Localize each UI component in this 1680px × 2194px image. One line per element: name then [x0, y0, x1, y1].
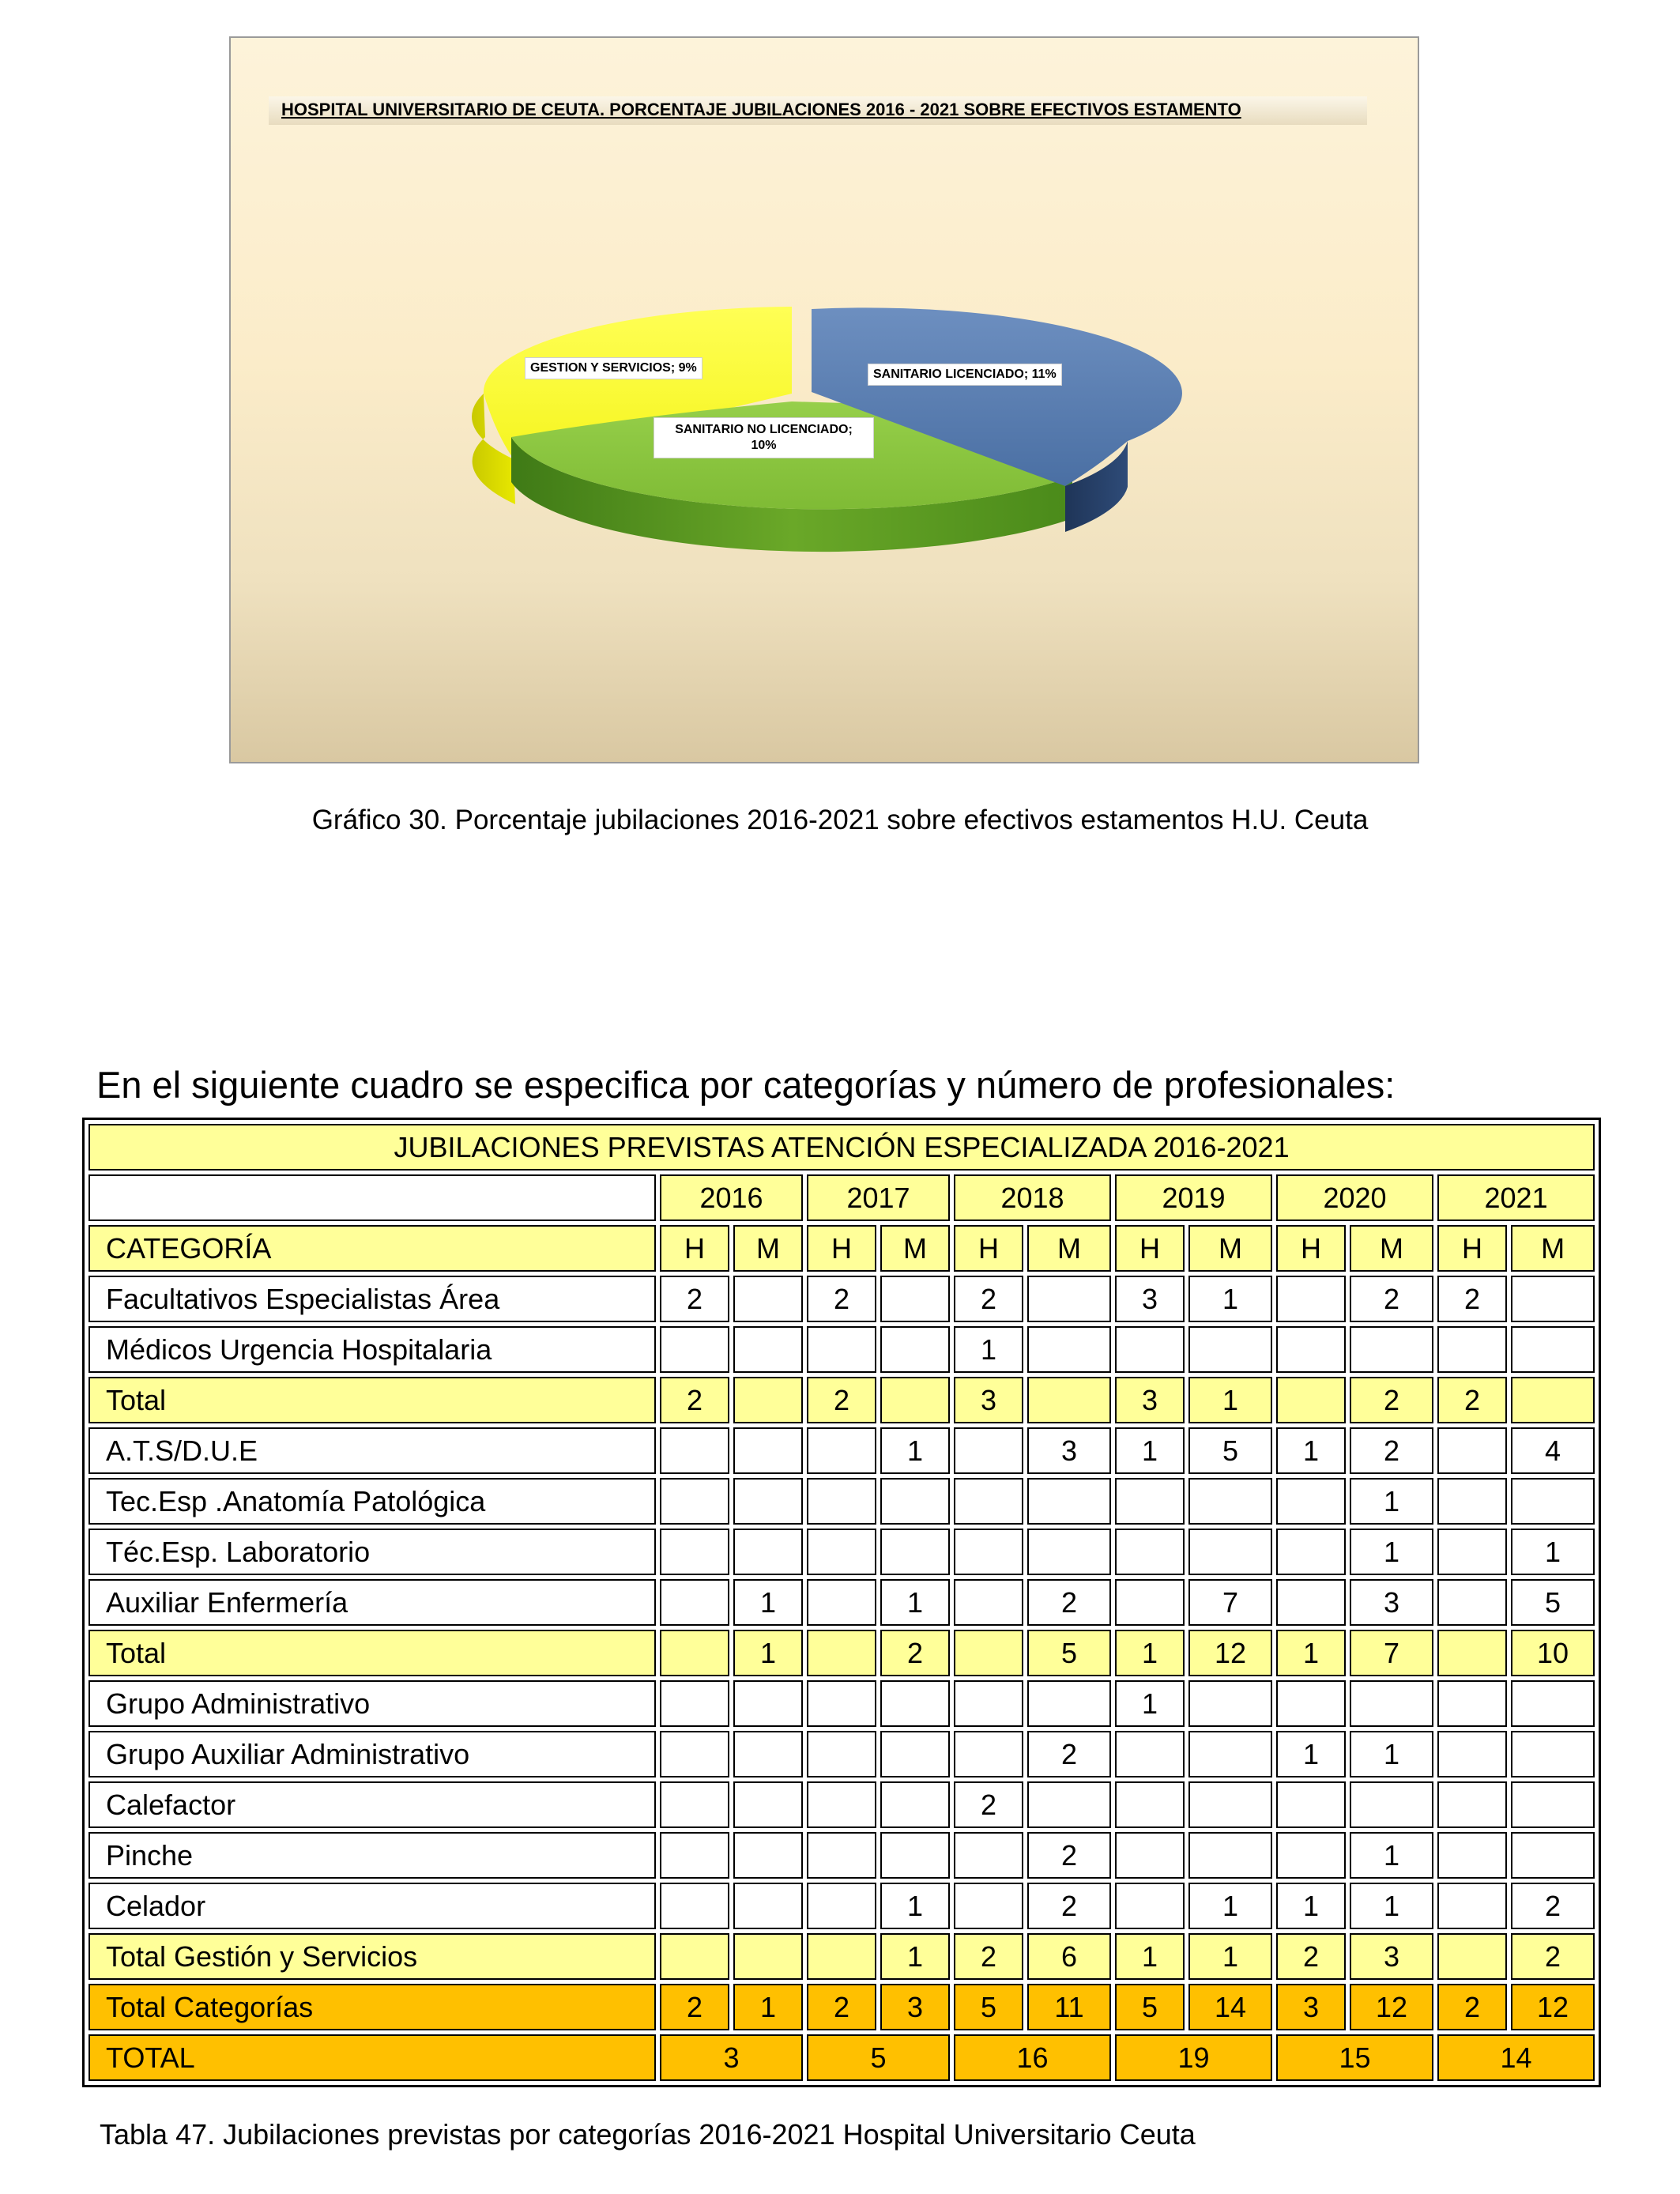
empty-header-cell	[89, 1174, 656, 1221]
table-cell	[733, 1781, 803, 1828]
table-cell	[880, 1478, 950, 1525]
sex-header-m: M	[1188, 1225, 1272, 1272]
table-cell: 1	[1115, 1427, 1185, 1474]
table-cell	[1027, 1680, 1111, 1727]
table-cell	[954, 1579, 1023, 1626]
table-cell	[1437, 1427, 1507, 1474]
table-cell: 2	[807, 1276, 876, 1322]
table-cell: 3	[1027, 1427, 1111, 1474]
table-cell	[807, 1933, 876, 1980]
table-cell	[1437, 1579, 1507, 1626]
table-cell: 10	[1511, 1630, 1595, 1676]
table-cell	[1115, 1478, 1185, 1525]
table-cell	[1188, 1478, 1272, 1525]
table-cell	[954, 1680, 1023, 1727]
table-cell: 2	[660, 1276, 729, 1322]
year-header: 2018	[954, 1174, 1111, 1221]
sex-header-m: M	[1511, 1225, 1595, 1272]
table-cell	[954, 1478, 1023, 1525]
row-category-label: Pinche	[89, 1832, 656, 1879]
table-cell	[807, 1781, 876, 1828]
table-cell: 12	[1350, 1984, 1433, 2030]
table-cell	[807, 1883, 876, 1929]
table-cell	[660, 1630, 729, 1676]
table-cell: 5	[1511, 1579, 1595, 1626]
table-cell	[1027, 1529, 1111, 1575]
sex-header-h: H	[660, 1225, 729, 1272]
table-cell	[807, 1832, 876, 1879]
table-cell	[733, 1377, 803, 1423]
table-cell	[1115, 1731, 1185, 1777]
row-category-label: Total	[89, 1377, 656, 1423]
table-cell: 1	[880, 1933, 950, 1980]
table-cell: 1	[733, 1630, 803, 1676]
table-cell	[1027, 1478, 1111, 1525]
grand-total-value: 3	[660, 2034, 803, 2081]
table-cell: 2	[1350, 1276, 1433, 1322]
table-cell	[954, 1427, 1023, 1474]
table-cell	[807, 1427, 876, 1474]
grand-total-value: 5	[807, 2034, 950, 2081]
table-cell: 2	[954, 1781, 1023, 1828]
table-cell	[1276, 1377, 1346, 1423]
chart-title: HOSPITAL UNIVERSITARIO DE CEUTA. PORCENTAJE JUBILACIONES 2016 - 2021 SOBRE EFECTIVOS ESTAMENTO	[269, 96, 1367, 125]
table-caption: Tabla 47. Jubilaciones previstas por categorías 2016-2021 Hospital Universitario Ceuta	[100, 2118, 1196, 2151]
table-cell	[1511, 1832, 1595, 1879]
row-category-label: Total	[89, 1630, 656, 1676]
table-cell	[660, 1478, 729, 1525]
table-cell: 2	[660, 1984, 729, 2030]
table-cell	[880, 1731, 950, 1777]
table-cell	[954, 1630, 1023, 1676]
table-cell	[1115, 1529, 1185, 1575]
table-cell	[1350, 1680, 1433, 1727]
table-cell: 1	[733, 1579, 803, 1626]
table-cell: 2	[807, 1984, 876, 2030]
table-cell	[1437, 1832, 1507, 1879]
table-total-row	[89, 1630, 1595, 1676]
table-row	[89, 1326, 1595, 1373]
table-cell	[733, 1326, 803, 1373]
table-cell: 1	[1115, 1630, 1185, 1676]
table-cell: 1	[1188, 1933, 1272, 1980]
table-cell: 12	[1188, 1630, 1272, 1676]
table-cell: 2	[1437, 1276, 1507, 1322]
table-cell	[733, 1883, 803, 1929]
table-cell	[1511, 1781, 1595, 1828]
table-cell: 5	[954, 1984, 1023, 2030]
table-cell	[1437, 1883, 1507, 1929]
table-cell: 2	[954, 1933, 1023, 1980]
table-cell: 5	[1027, 1630, 1111, 1676]
table-cell	[660, 1933, 729, 1980]
table-cell: 1	[1276, 1883, 1346, 1929]
table-cell: 2	[1511, 1883, 1595, 1929]
row-category-label: Téc.Esp. Laboratorio	[89, 1529, 656, 1575]
table-cell	[954, 1529, 1023, 1575]
table-cell	[1437, 1630, 1507, 1676]
table-cell: 1	[880, 1579, 950, 1626]
table-cell	[1115, 1883, 1185, 1929]
table-cell: 2	[1350, 1427, 1433, 1474]
table-cell: 6	[1027, 1933, 1111, 1980]
table-cell	[1350, 1781, 1433, 1828]
table-cell	[733, 1933, 803, 1980]
year-header-row	[89, 1174, 1595, 1221]
year-header: 2017	[807, 1174, 950, 1221]
grand-total-value: 14	[1437, 2034, 1595, 2081]
table-cell: 3	[954, 1377, 1023, 1423]
table-cell: 3	[1115, 1377, 1185, 1423]
table-cell: 1	[1350, 1731, 1433, 1777]
table-cell	[733, 1427, 803, 1474]
table-cell: 1	[1350, 1832, 1433, 1879]
table-cell	[660, 1427, 729, 1474]
grand-total-value: 16	[954, 2034, 1111, 2081]
table-cell	[954, 1832, 1023, 1879]
table-cell: 3	[880, 1984, 950, 2030]
table-cell	[733, 1832, 803, 1879]
sex-header-m: M	[1350, 1225, 1433, 1272]
grand-total-label: TOTAL	[89, 2034, 656, 2081]
table-cell	[733, 1276, 803, 1322]
pie-chart	[229, 36, 1419, 763]
table-cell	[1276, 1832, 1346, 1879]
table-cell	[880, 1529, 950, 1575]
table-cell	[1027, 1377, 1111, 1423]
table-cell	[1437, 1326, 1507, 1373]
slice-label-no-licenciado	[654, 417, 874, 458]
row-category-label: Celador	[89, 1883, 656, 1929]
table-cell: 7	[1188, 1579, 1272, 1626]
table-cell: 1	[1276, 1427, 1346, 1474]
table-cell	[807, 1326, 876, 1373]
table-cell	[880, 1326, 950, 1373]
table-row	[89, 1276, 1595, 1322]
table-cell: 3	[1115, 1276, 1185, 1322]
table-cell	[880, 1680, 950, 1727]
year-header: 2016	[660, 1174, 803, 1221]
table-cell	[660, 1529, 729, 1575]
table-row	[89, 1731, 1595, 1777]
intro-paragraph: En el siguiente cuadro se especifica por categorías y número de profesionales:	[96, 1064, 1396, 1106]
table-cell	[1437, 1529, 1507, 1575]
row-category-label: Médicos Urgencia Hospitalaria	[89, 1326, 656, 1373]
table-cell: 2	[1276, 1933, 1346, 1980]
table-cell	[807, 1630, 876, 1676]
table-cell	[807, 1478, 876, 1525]
sex-header-m: M	[880, 1225, 950, 1272]
row-category-label: A.T.S/D.U.E	[89, 1427, 656, 1474]
table-cell	[880, 1832, 950, 1879]
table-row	[89, 1832, 1595, 1879]
table-total-row	[89, 1933, 1595, 1980]
table-cell: 1	[954, 1326, 1023, 1373]
table-cell: 12	[1511, 1984, 1595, 2030]
table-cell	[807, 1579, 876, 1626]
row-category-label: Calefactor	[89, 1781, 656, 1828]
row-category-label: Tec.Esp .Anatomía Patológica	[89, 1478, 656, 1525]
table-cell	[1511, 1478, 1595, 1525]
table-cell	[733, 1529, 803, 1575]
table-cell: 1	[1276, 1630, 1346, 1676]
table-cell	[733, 1680, 803, 1727]
table-cell	[1437, 1731, 1507, 1777]
table-cell	[1437, 1478, 1507, 1525]
table-cell	[880, 1276, 950, 1322]
table-cell: 1	[1350, 1883, 1433, 1929]
slice-label-licenciado: SANITARIO LICENCIADO; 11%	[868, 364, 1062, 386]
table-cell: 2	[660, 1377, 729, 1423]
table-cell: 1	[1115, 1680, 1185, 1727]
table-cell	[733, 1478, 803, 1525]
table-cell: 2	[1027, 1832, 1111, 1879]
table-cell: 2	[1027, 1731, 1111, 1777]
table-cell	[1276, 1529, 1346, 1575]
table-cell	[1276, 1276, 1346, 1322]
table-cell	[660, 1883, 729, 1929]
table-cell	[1115, 1579, 1185, 1626]
sex-header-h: H	[1437, 1225, 1507, 1272]
table-cell: 2	[1350, 1377, 1433, 1423]
table-cell: 3	[1350, 1579, 1433, 1626]
table-cell	[660, 1731, 729, 1777]
table-cell	[1188, 1832, 1272, 1879]
table-row	[89, 1883, 1595, 1929]
sex-header-h: H	[807, 1225, 876, 1272]
table-cell: 7	[1350, 1630, 1433, 1676]
table-row	[89, 1529, 1595, 1575]
table-cell	[1027, 1276, 1111, 1322]
table-cell	[1350, 1326, 1433, 1373]
table-cell: 2	[880, 1630, 950, 1676]
table-cell: 2	[1437, 1377, 1507, 1423]
table-cell	[807, 1680, 876, 1727]
table-cell	[1188, 1326, 1272, 1373]
table-cell: 1	[880, 1427, 950, 1474]
figure-caption: Gráfico 30. Porcentaje jubilaciones 2016-2021 sobre efectivos estamentos H.U. Ceuta	[311, 805, 1369, 835]
table-cell	[880, 1377, 950, 1423]
table-cell	[1115, 1326, 1185, 1373]
row-category-label: Auxiliar Enfermería	[89, 1579, 656, 1626]
table-cell: 3	[1350, 1933, 1433, 1980]
table-cell	[660, 1579, 729, 1626]
table-cell	[1188, 1781, 1272, 1828]
table-row	[89, 1781, 1595, 1828]
table-cell: 1	[1511, 1529, 1595, 1575]
row-category-label: Grupo Administrativo	[89, 1680, 656, 1727]
sex-header-h: H	[1276, 1225, 1346, 1272]
table-cell: 5	[1188, 1427, 1272, 1474]
table-cell: 11	[1027, 1984, 1111, 2030]
slice-label-gestion: GESTION Y SERVICIOS; 9%	[525, 357, 703, 379]
table-cell	[1276, 1478, 1346, 1525]
table-cell	[1027, 1326, 1111, 1373]
table-cell: 2	[807, 1377, 876, 1423]
table-cell: 14	[1188, 1984, 1272, 2030]
pie-chart-graphic	[231, 38, 1418, 762]
table-cell: 1	[733, 1984, 803, 2030]
table-cell	[660, 1832, 729, 1879]
table-cell	[807, 1529, 876, 1575]
table-cell	[1276, 1579, 1346, 1626]
table-cell: 1	[1188, 1276, 1272, 1322]
grand-total-value: 15	[1276, 2034, 1433, 2081]
slice-label-no-licenciado-line2: 10%	[751, 439, 777, 452]
table-cell: 1	[880, 1883, 950, 1929]
table-cell	[1511, 1731, 1595, 1777]
table-cell	[807, 1731, 876, 1777]
sex-header-h: H	[1115, 1225, 1185, 1272]
sub-header-row	[89, 1225, 1595, 1272]
table-cell: 4	[1511, 1427, 1595, 1474]
table-cell	[880, 1781, 950, 1828]
retirements-table	[82, 1118, 1601, 2087]
table-cell	[660, 1680, 729, 1727]
row-category-label: Grupo Auxiliar Administrativo	[89, 1731, 656, 1777]
table-title: JUBILACIONES PREVISTAS ATENCIÓN ESPECIALIZADA 2016-2021	[89, 1124, 1595, 1171]
table-cell: 2	[1027, 1579, 1111, 1626]
table-cell: 3	[1276, 1984, 1346, 2030]
sex-header-m: M	[733, 1225, 803, 1272]
table-cell: 5	[1115, 1984, 1185, 2030]
table-row	[89, 1579, 1595, 1626]
table-cell	[1276, 1326, 1346, 1373]
year-header: 2020	[1276, 1174, 1433, 1221]
table-cell	[660, 1326, 729, 1373]
table-cell	[1511, 1377, 1595, 1423]
table-cell	[1027, 1781, 1111, 1828]
table-row	[89, 1427, 1595, 1474]
year-header: 2019	[1115, 1174, 1272, 1221]
table-cell: 2	[954, 1276, 1023, 1322]
table-cell	[1115, 1781, 1185, 1828]
table-cell	[1511, 1326, 1595, 1373]
table-cell	[1437, 1781, 1507, 1828]
table-cell: 1	[1188, 1883, 1272, 1929]
table-cell	[1188, 1680, 1272, 1727]
table-cell: 2	[1511, 1933, 1595, 1980]
table-total-row	[89, 1377, 1595, 1423]
table-cell	[660, 1781, 729, 1828]
table-cell	[954, 1883, 1023, 1929]
year-header: 2021	[1437, 1174, 1595, 1221]
row-category-label: Total Categorías	[89, 1984, 656, 2030]
table-total-row	[89, 1984, 1595, 2030]
row-category-label: Facultativos Especialistas Área	[89, 1276, 656, 1322]
slice-label-no-licenciado-line1: SANITARIO NO LICENCIADO;	[675, 423, 853, 436]
table-cell: 1	[1350, 1478, 1433, 1525]
table-row	[89, 1680, 1595, 1727]
table-cell: 1	[1188, 1377, 1272, 1423]
table-cell: 1	[1276, 1731, 1346, 1777]
table-cell	[1115, 1832, 1185, 1879]
table-cell	[733, 1731, 803, 1777]
table-cell: 1	[1350, 1529, 1433, 1575]
table-cell: 2	[1027, 1883, 1111, 1929]
sex-header-m: M	[1027, 1225, 1111, 1272]
table-cell: 2	[1437, 1984, 1507, 2030]
table-cell	[1188, 1529, 1272, 1575]
table-cell	[954, 1731, 1023, 1777]
row-category-label: Total Gestión y Servicios	[89, 1933, 656, 1980]
table-row	[89, 1478, 1595, 1525]
category-header: CATEGORÍA	[89, 1225, 656, 1272]
table-cell	[1437, 1933, 1507, 1980]
table-title-row	[89, 1124, 1595, 1171]
table-cell	[1276, 1781, 1346, 1828]
table-cell	[1511, 1276, 1595, 1322]
table-cell	[1188, 1731, 1272, 1777]
table-cell: 1	[1115, 1933, 1185, 1980]
table-cell	[1437, 1680, 1507, 1727]
table-cell	[1276, 1680, 1346, 1727]
table-cell	[1511, 1680, 1595, 1727]
grand-total-row	[89, 2034, 1595, 2081]
sex-header-h: H	[954, 1225, 1023, 1272]
grand-total-value: 19	[1115, 2034, 1272, 2081]
